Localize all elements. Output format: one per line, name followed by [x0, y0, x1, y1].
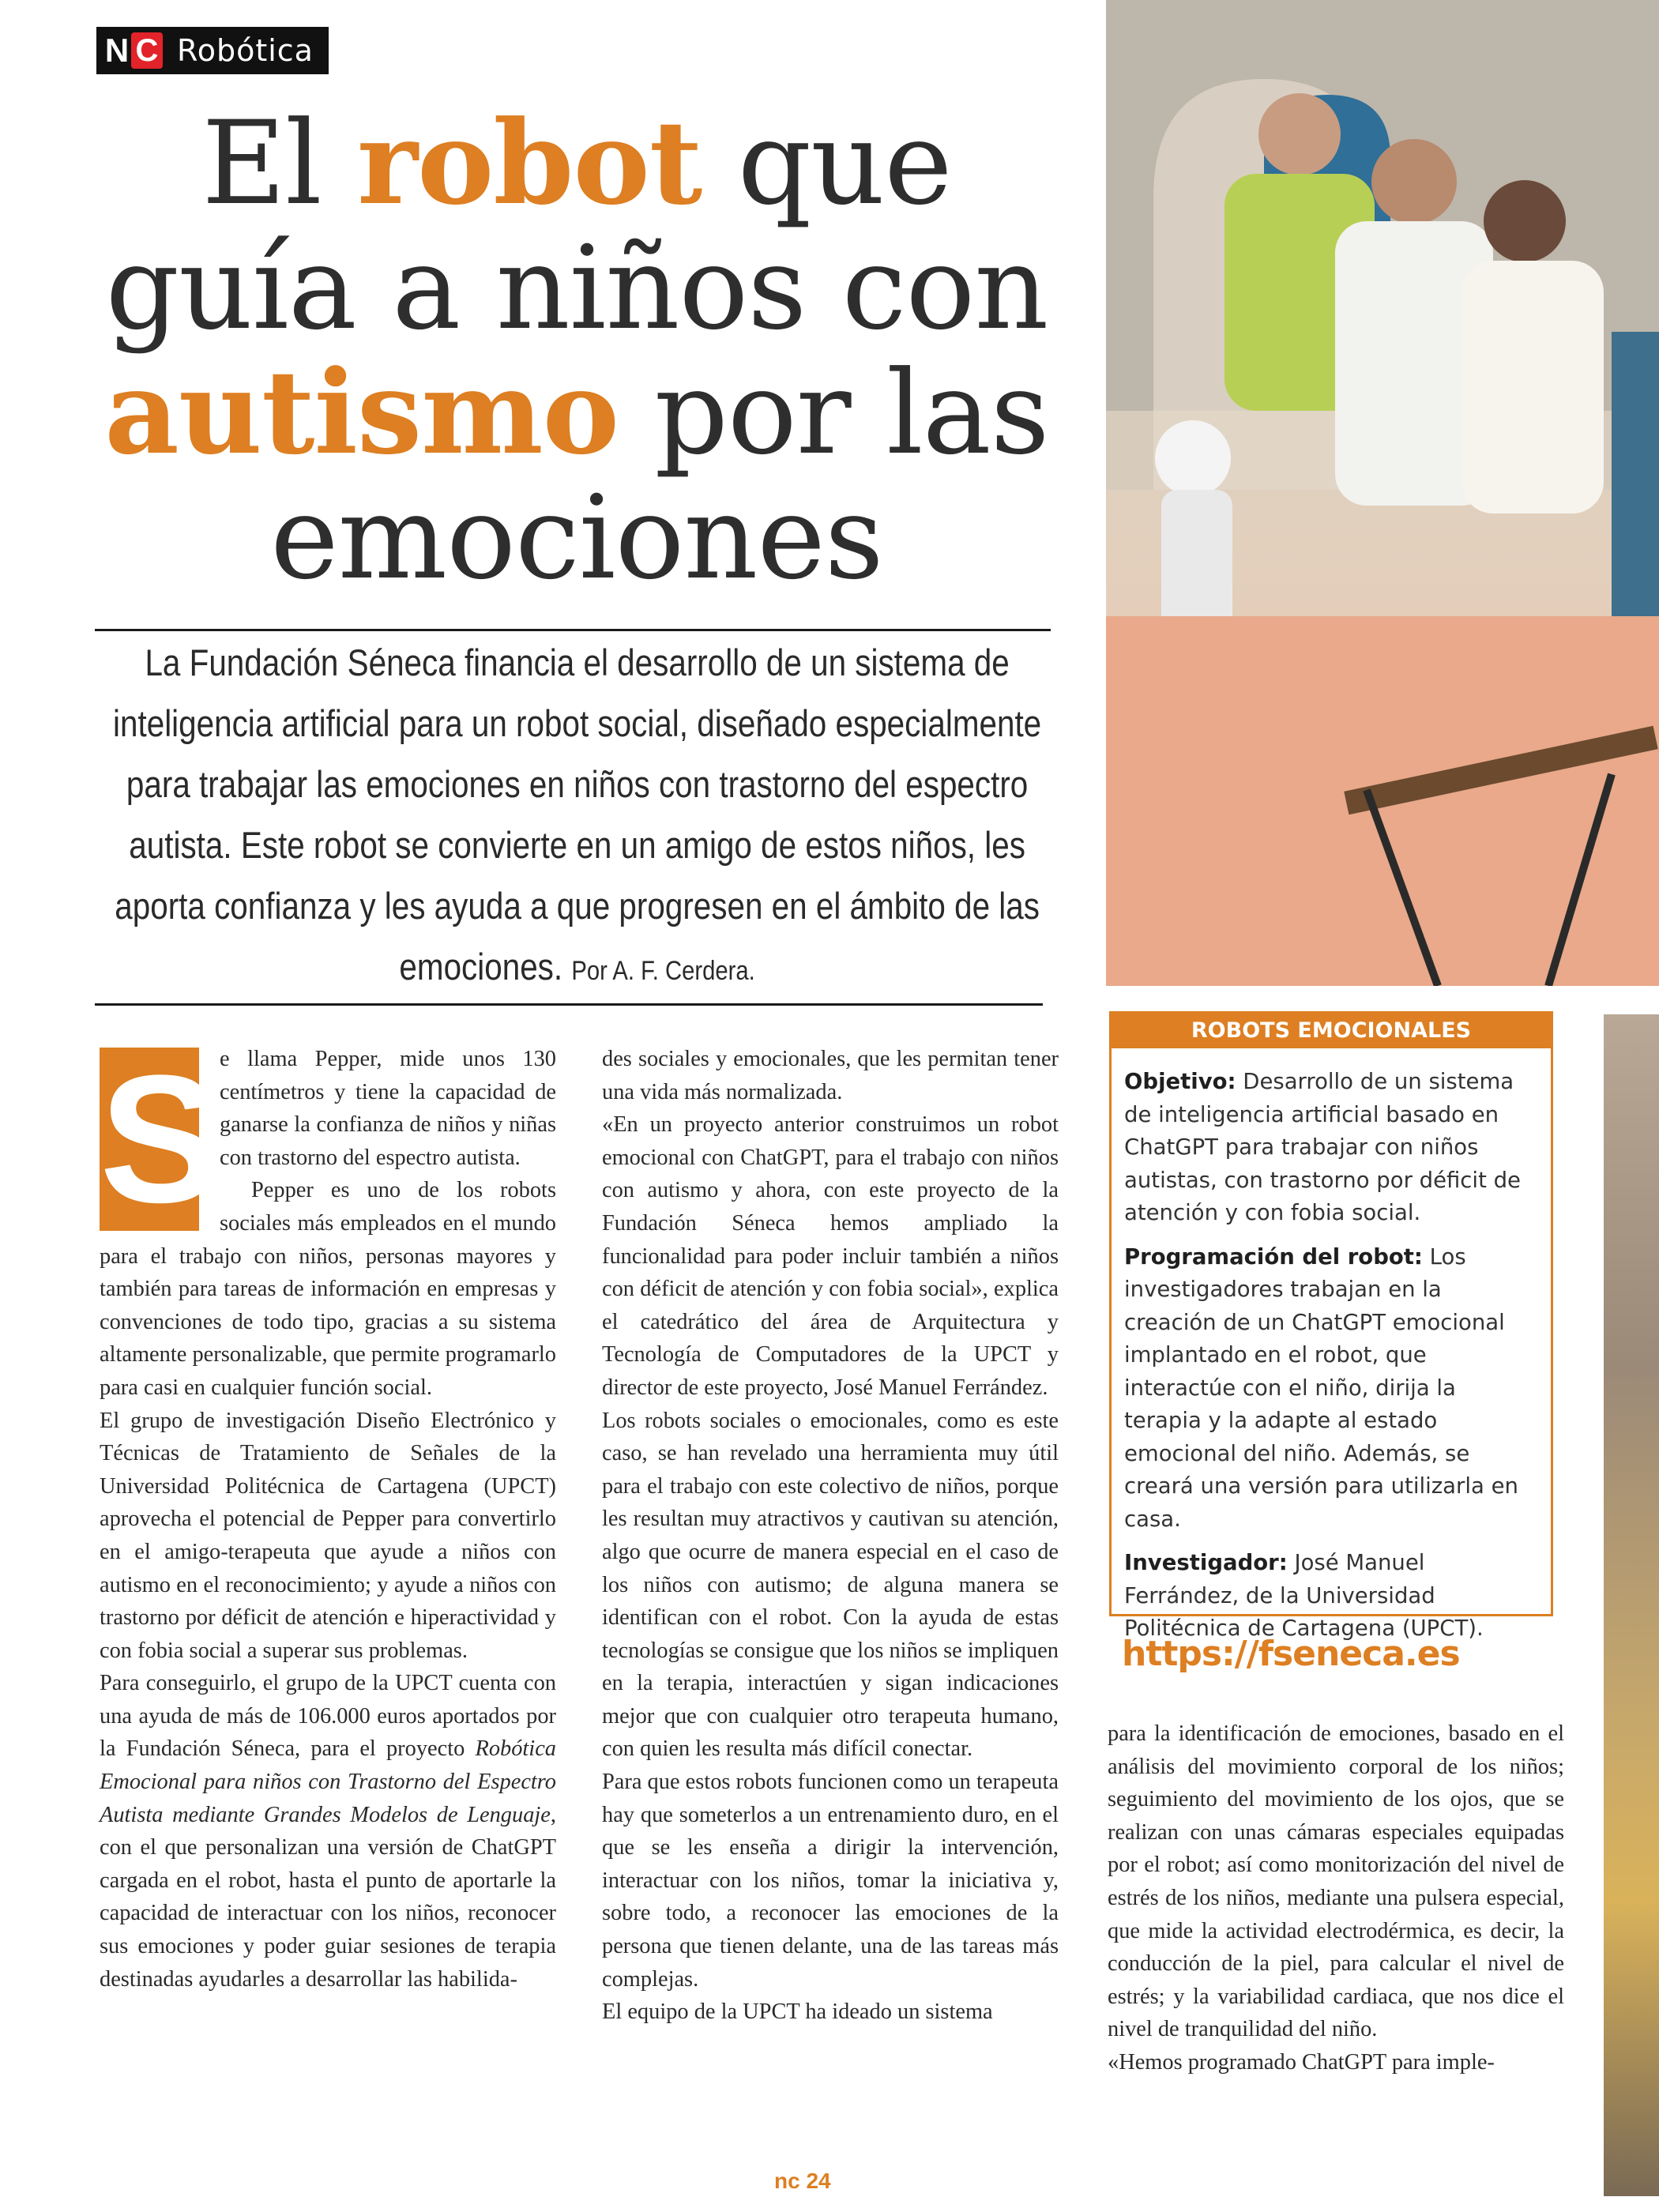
sidebar-item-label: Investigador: — [1124, 1550, 1288, 1575]
paragraph: para la identificación de emociones, basado en el análisis del movimiento corporal de los niños; seguimiento del movimiento de los ojos, que se realizan con unas cámaras especiales equipadas por el robot; así como monitorización del nivel de estrés de los niños, mediante una pulsera especial, que mide la actividad electrodérmica, es decir, la conducción de la piel, para calcular el nivel de estrés; y la variabilidad cardiaca, que nos dice el nivel de tranquilidad del niño. — [1108, 1721, 1564, 2042]
body-column-3 — [1108, 1717, 1564, 2079]
paragraph: Para que estos robots funcionen como un terapeuta hay que someterlos a un entrenamiento duro, en el que se les enseña a dirigir la intervención, interactuar con los niños, tomar la iniciativa y, sobre todo, a reconocer las emociones de la persona que tienen delante, una de las tareas más complejas. — [602, 1770, 1059, 1992]
lede-bottom-rule — [95, 1003, 1043, 1006]
sidebar-item — [1124, 1547, 1538, 1646]
article-photo-secondary — [1604, 1014, 1659, 2196]
title-part-3: por las emociones — [270, 346, 1049, 605]
sidebar-heading: ROBOTS EMOCIONALES — [1112, 1014, 1551, 1048]
lede — [95, 632, 1059, 1002]
paragraph: «En un proyecto anterior construimos un robot emocional con ChatGPT, para el trabajo con niños con autismo y ahora, con este proyecto de la Fundación Séneca hemos ampliado la funcionalidad para poder incluir también a niños con déficit de atención y con fobia social», explica el catedrático del área de Arquitectura y Tecnología de Computadores de la UPCT y director de este proyecto, José Manuel Ferrández. — [602, 1112, 1059, 1400]
paragraph: El equipo de la UPCT ha ideado un sistema — [602, 1999, 993, 2025]
paragraph-lead: Para conseguirlo, el grupo de la UPCT cuenta con una ayuda de más de 106.000 euros aportados por la Fundación Séneca, para el proyecto — [100, 1671, 556, 1762]
page-number: nc 24 — [774, 2169, 831, 2193]
section-tag — [96, 27, 329, 74]
body-column-1 — [100, 1037, 556, 1996]
sidebar-body — [1112, 1048, 1551, 1646]
paragraph: El grupo de investigación Diseño Electrónico y Técnicas de Tratamiento de Señales de la Universidad Politécnica de Cartagena (UPCT) aprovecha el potencial de Pepper para convertirlo en el amigo-terapeuta que ayude a niños con autismo en el reconocimiento; y ayude a niños con trastorno por déficit de atención e hiperactividad y con fobia social a superar sus problemas. — [100, 1408, 556, 1663]
article-title — [87, 96, 1066, 605]
sidebar-item-label: Objetivo: — [1124, 1069, 1236, 1094]
logo-n: N — [104, 32, 130, 69]
article-photo — [1106, 0, 1659, 986]
title-highlight-autismo: autismo — [104, 345, 619, 480]
title-part-1: El — [201, 96, 358, 231]
magazine-logo — [103, 27, 163, 74]
byline: Por A. F. Cerdera. — [571, 956, 755, 986]
lede-top-rule — [95, 629, 1051, 631]
paragraph: «Hemos programado ChatGPT para imple- — [1108, 2049, 1495, 2075]
sidebar-item — [1124, 1241, 1538, 1537]
body-column-2 — [602, 1043, 1059, 2029]
lede-text: La Fundación Séneca financia el desarrollo de un sistema de inteligencia artificial para un robot social, diseñado especialmente para trabajar las emociones en niños con trastorno del espectro autista. Este robot se convierte en un amigo de estos niños, les aporta confianza y les ayuda a que progresen en el ámbito de las emociones. — [113, 641, 1042, 988]
paragraph: des sociales y emocionales, que les permitan tener una vida más normalizada. — [602, 1047, 1059, 1104]
sidebar-item-text: Desarrollo de un sistema de inteligencia artificial basado en ChatGPT para trabajar con niños autistas, con trastorno por déficit de atención y con fobia social. — [1124, 1069, 1521, 1225]
sidebar-box — [1109, 1011, 1553, 1641]
paragraph: e llama Pepper, mide unos 130 centímetros y tiene la capacidad de ganarse la confianza de niños y niñas con trastorno del espectro autista. — [220, 1047, 556, 1170]
photo-illustration — [1106, 0, 1659, 986]
website-link[interactable]: https://fseneca.es — [1122, 1634, 1460, 1674]
logo-c: C — [131, 32, 163, 69]
paragraph: Los robots sociales o emocionales, como es este caso, se han revelado una herramienta muy útil para el trabajo con este colectivo de niños, porque les resultan muy atractivos y cautivan su atención, algo que ocurre de manera especial en el caso de los niños con autismo; de alguna manera se identifican con el robot. Con la ayuda de estas tecnologías se consigue que los niños se impliquen en la terapia, interactúen y sigan indicaciones mejor que con cualquier otro terapeuta humano, con quien les resulta más difícil conectar. — [602, 1408, 1059, 1762]
title-highlight-robot: robot — [357, 96, 702, 231]
drop-cap: S — [100, 1037, 221, 1240]
section-name: Robótica — [177, 33, 314, 68]
title-part-2: que guía a niños con — [105, 96, 1048, 356]
paragraph: Pepper es uno de los robots sociales más empleados en el mundo para el trabajo con niños, personas mayores y también para tareas de información en empresas y convenciones de todo tipo, gracias a su sistema altamente personalizable, que permite programarlo para casi en cualquier función social. — [100, 1178, 556, 1400]
paragraph-tail: , con el que personalizan una versión de ChatGPT cargada en el robot, hasta el punto de aportarle la capacidad de interactuar con los niños, reconocer sus emociones y poder guiar sesiones de terapia destinadas ayudarles a desarrollar las habilida- — [100, 1802, 556, 1992]
sidebar-item — [1124, 1066, 1538, 1230]
project-title: Robótica Emocional para niños con Trastorno del Espectro Autista mediante Grandes Modelos de Lenguaje — [100, 1736, 556, 1827]
paragraph — [100, 1667, 556, 1996]
sidebar-item-label: Programación del robot: — [1124, 1243, 1423, 1270]
sidebar-item-text: Los investigadores trabajan en la creación de un ChatGPT emocional implantado en el robot, que interactúe con el niño, dirija la terapia y la adapte al estado emocional del niño. Además, se creará una versión para utilizarla en casa. — [1124, 1243, 1518, 1532]
sidebar-item-text: José Manuel Ferrández, de la Universidad Politécnica de Cartagena (UPCT). — [1124, 1550, 1484, 1641]
